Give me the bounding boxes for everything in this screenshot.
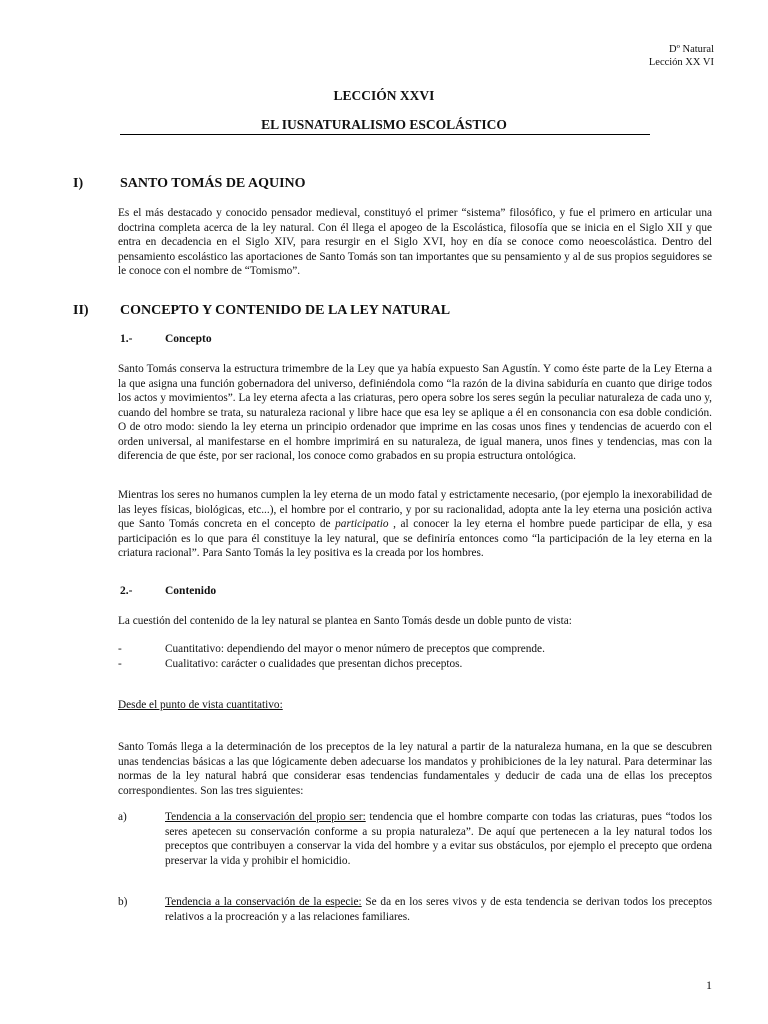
concepto-paragraph-2 [118, 488, 712, 561]
item-b-label: b) [118, 896, 128, 908]
section-1-number: I) [73, 176, 84, 191]
section-1-heading: SANTO TOMÁS DE AQUINO [120, 176, 306, 191]
header-subject: Dº Natural [669, 44, 714, 55]
item-a-heading: Tendencia a la conservación del propio ser: [165, 811, 366, 823]
subsection-1-number: 1.- [120, 333, 133, 345]
section-2-heading: CONCEPTO Y CONTENIDO DE LA LEY NATURAL [120, 303, 451, 318]
item-a-body: tendencia que el hombre comparte con todas las criaturas, pues “todos los seres apetecen su conservación conforme a su propia naturaleza”. De aquí que pertenecen a la ley natural todos los preceptos que contribuyen a conservar la vida del hombre y a evitar sus obstáculos, por ejemplo el precepto que ordena preservar la vida y prohibir el homicidio. [165, 811, 712, 867]
title-divider [120, 134, 650, 135]
concepto-paragraph-1: Santo Tomás conserva la estructura trimembre de la Ley que ya había expuesto San Agustín. Y como éste parte de la Ley Eterna a la que asigna una función gobernadora del universo, definiéndola como “la razón de la divina sabiduría en cuanto que dirige todos los actos y movimientos”. La ley eterna afecta a las criaturas, pero opera sobre los seres según la peculiar naturaleza de cada uno y, cuando del hombre se trata, su naturaleza racional y libre hace que esa ley se aplique a él en consonancia con esa doble condición. O de otro modo: siendo la ley eterna un principio ordenador que imprime en las cosas unos fines y tendencias de acuerdo con el orden universal, al manifestarse en el hombre imprimirá en su naturaleza, de igual manera, unos fines y tendencias, mas con la diferencia de que éste, por ser racional, los conoce como grabados en su propia estructura ontológica. [118, 363, 712, 462]
concepto-paragraph-2-start: Mientras los seres no humanos cumplen la ley eterna de un modo fatal y estrictamente necesario, (por ejemplo la inexorabilidad de las leyes físicas, biológicas, etc...), el hombre por el contrario, y por su racionalidad, adopta ante la ley eterna una posición activa que Santo Tomás concreta en el concepto de [118, 489, 712, 530]
subsection-1-heading: Concepto [165, 333, 212, 345]
quantitative-paragraph: Santo Tomás llega a la determinación de los preceptos de la ley natural a partir de la naturaleza humana, en la que se descubren unas tendencias básicas a las que lógicamente deben adecuarse los mandatos y prohibiciones de la ley natural. Para determinar las normas de la ley natural habrá que considerar esas tendencias fundamentales y deducir de cada una de ellas los preceptos correspondientes. Son las tres siguientes: [118, 741, 712, 797]
section-2-number: II) [73, 303, 89, 318]
item-b-text [165, 895, 712, 924]
contenido-intro: La cuestión del contenido de la ley natural se plantea en Santo Tomás desde un doble punto de vista: [118, 615, 572, 627]
lesson-title: LECCIÓN XXVI [333, 88, 435, 103]
item-a-label: a) [118, 811, 127, 823]
subsection-2-number: 2.- [120, 585, 133, 597]
header-lesson: Lección XX VI [648, 57, 714, 68]
lesson-subtitle: EL IUSNATURALISMO ESCOLÁSTICO [261, 117, 507, 132]
bullet-dash: - [118, 643, 122, 655]
item-b-body: Se da en los seres vivos y de esta tendencia se derivan todos los preceptos relativos a la procreación y a las relaciones familiares. [165, 896, 713, 923]
bullet-cuantitativo: Cuantitativo: dependiendo del mayor o menor número de preceptos que comprende. [165, 643, 545, 655]
bullet-cualitativo: Cualitativo: carácter o cualidades que presentan dichos preceptos. [165, 658, 463, 670]
running-header [649, 43, 714, 69]
participatio-term: participatio [335, 518, 389, 530]
subsection-2-heading: Contenido [165, 585, 217, 597]
quantitative-heading: Desde el punto de vista cuantitativo: [118, 699, 283, 711]
item-a-text [165, 810, 712, 868]
page-number: 1 [706, 978, 712, 992]
concepto-paragraph-2-end: , al conocer la ley eterna el hombre puede participar de ella, y esa participación es lo que para él constituye la ley natural, que se definiría entonces como “la participación de la ley eterna en la criatura racional”. Para Santo Tomás la ley positiva es la creada por los hombres. [118, 518, 712, 559]
bullet-dash: - [118, 658, 122, 670]
section-1-paragraph: Es el más destacado y conocido pensador medieval, constituyó el primer “sistema” filosófico, y fue el primero en articular una doctrina completa acerca de la ley natural. Con él llega el apogeo de la Escolástica, filosofía que se inicia en el Siglo XII y que entra en decadencia en el Siglo XIV, para resurgir en el Siglo XVI, hoy en día se conoce como neoescolástica. Dentro del pensamiento escolástico las aportaciones de Santo Tomás son tan importantes que su pensamiento y al de sus propios seguidores se le conoce con el nombre de “Tomismo”. [118, 207, 712, 277]
item-b-heading: Tendencia a la conservación de la especie: [165, 896, 362, 908]
